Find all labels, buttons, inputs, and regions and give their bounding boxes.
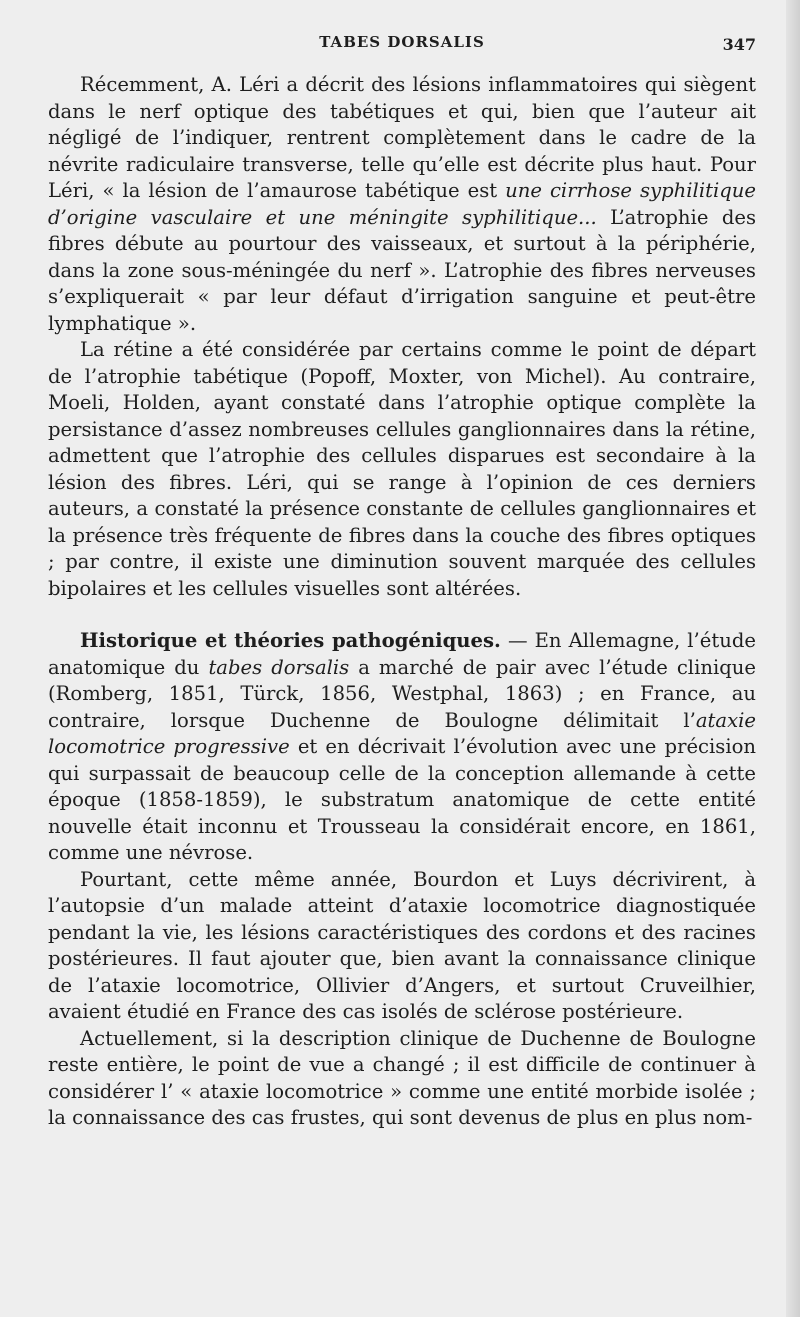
paragraph-retina: La rétine a été considérée par certains comme le point de départ de l’atrophie tabétique (Popoff, Moxter, von Michel). Au contraire, Moeli, Holden, ayant constaté dans l’atrophie optique complète la persistance d’assez nombreuses cellules ganglionnaires dans la rétine, admettent que l’atrophie des cellules disparues est secondaire à la lésion des fibres. Léri, qui se range à l’opinion de ces derniers auteurs, a constaté la présence constante de cellules ganglionnaires et la présence très fréquente de fibres dans la couche des fibres optiques ; par contre, il existe une diminution souvent marquée des cellules bipolaires et les cellules visuelles sont altérées.	[48, 338, 756, 600]
paragraph-text: Récemment, A. Léri a décrit des lésions inflammatoires qui siègent dans le nerf optique des tabétiques et qui, bien que l’auteur ait négligé de l’indiquer, rentrent complètement dans le cadre de la névrite radiculaire transverse, telle qu’elle est décrite plus haut. Pour Léri, « la lésion de l’amaurose tabétique est	[48, 73, 756, 202]
running-title: TABES DORSALIS	[319, 33, 485, 51]
paragraph-bourdon-luys: Pourtant, cette même année, Bourdon et Luys décrivirent, à l’autopsie d’un malade atteint d’ataxie locomotrice diagnostiquée pendant la vie, les lésions caractéristiques des cordons et des racines postérieures. Il faut ajouter que, bien avant la connaissance clinique de l’ataxie locomotrice, Ollivier d’Angers, et surtout Cruveilhier, avaient étudié en France des cas isolés de sclérose postérieure.	[48, 867, 756, 1023]
section-heading: Historique et théories pathogéniques.	[80, 629, 501, 652]
paragraph-text: — En Allemagne, l’étude anatomique du	[48, 629, 756, 679]
paragraph-leri-optic-nerve	[48, 72, 756, 337]
paragraph-actuellement: Actuellement, si la description clinique de Duchenne de Boulogne reste entière, le point de vue a changé ; il est difficile de continuer à considérer l’ « ataxie locomotrice » comme une entité morbide isolée ; la connaissance des cas frustes, qui sont devenus de plus en plus nom-	[48, 1026, 756, 1129]
paragraph-text: L’atrophie des fibres débute au pourtour des vaisseaux, et surtout à la périphérie, dans la zone sous-méningée du nerf ». L’atrophie des fibres nerveuses s’expliquerait « par leur défaut d’irrigation sanguine et peut-être lymphatique ».	[48, 205, 757, 335]
italic-term: ataxie locomotrice progressive	[48, 708, 756, 758]
paragraph-text: et en décrivait l’évolution avec une précision qui surpassait de beaucoup celle de la conception allemande à cette époque (1858-1859), le substratum anatomique de cette entité nouvelle était inconnu et Trousseau la considérait encore, en 1861, comme une névrose.	[48, 735, 757, 864]
italic-term: tabes dorsalis	[208, 655, 350, 679]
page-body	[48, 72, 756, 1132]
italic-quote: une cirrhose syphilitique d’origine vasculaire et une méningite syphilitique...	[48, 179, 756, 229]
paragraph-text: a marché de pair avec l’étude clinique (Romberg, 1851, Türck, 1856, Westphal, 1863) ; en France, au contraire, lorsque Duchenne de Boulogne délimitait l’	[48, 655, 756, 732]
page-number: 347	[722, 35, 756, 54]
page-edge-shadow	[786, 0, 800, 1317]
paragraph-historique	[48, 628, 756, 867]
page-header	[48, 33, 756, 59]
